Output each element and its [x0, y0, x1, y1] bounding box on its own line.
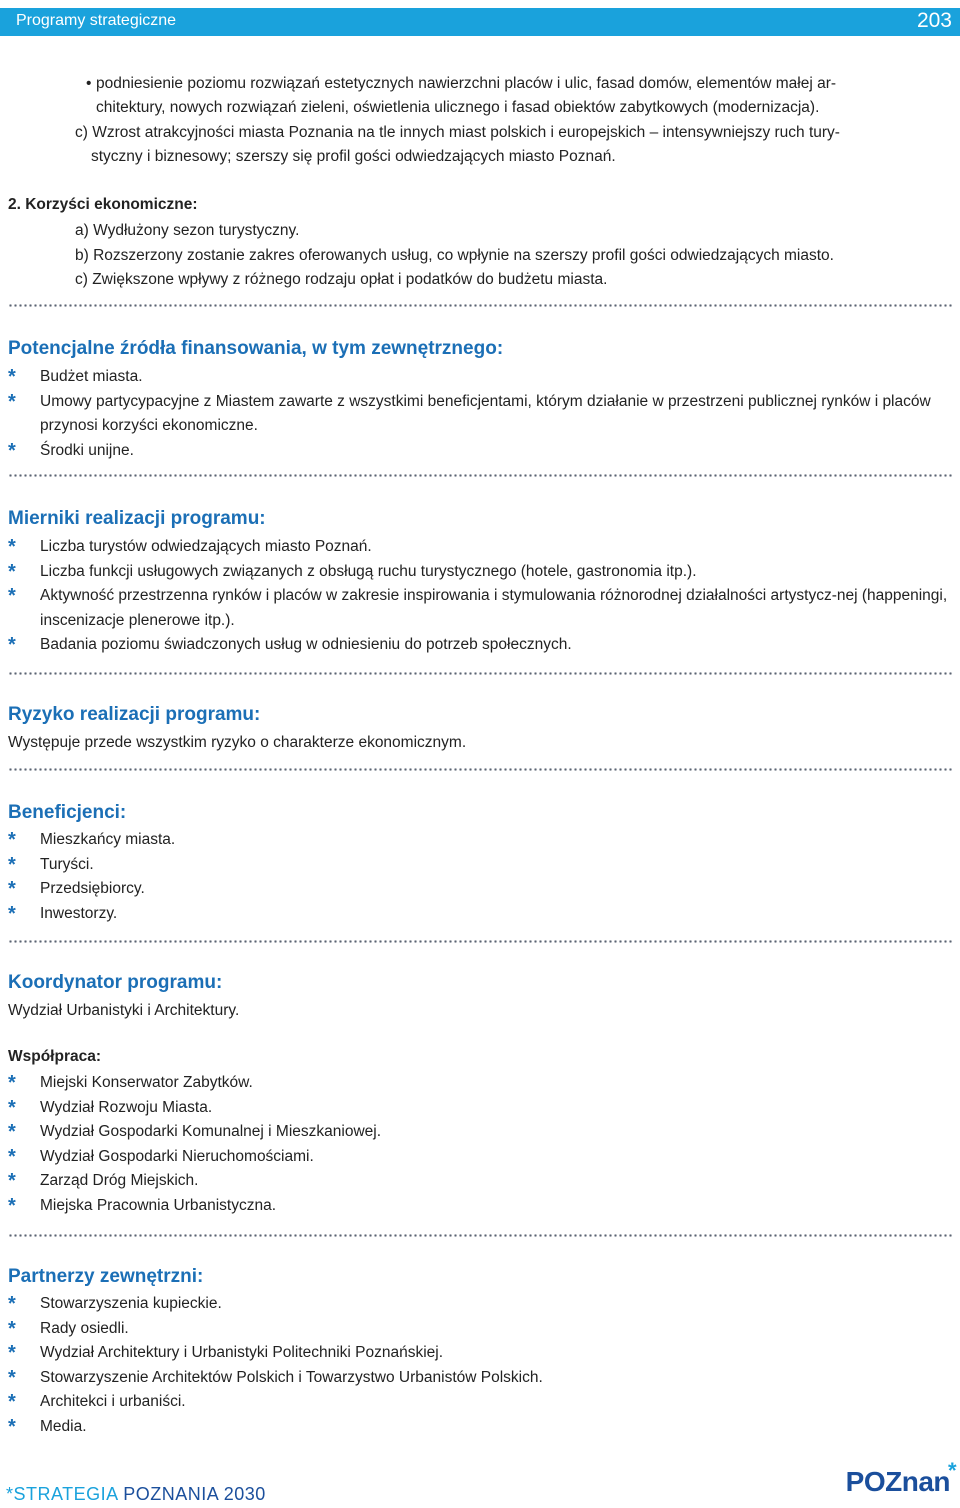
list-item: * Inwestorzy. — [8, 902, 118, 925]
measures-list — [8, 535, 954, 658]
list-item: * Wydział Gospodarki Komunalnej i Mieszkaniowej. — [8, 1121, 382, 1143]
list-item: * Budżet miasta. — [8, 366, 143, 388]
asterisk-icon: * — [8, 1121, 16, 1143]
economic-benefit-c: c) Zwiększone wpływy z różnego rodzaju opłat i podatków do budżetu miasta. — [75, 271, 608, 288]
intro-bullet-line-1: podniesienie poziomu rozwiązań estetycznych nawierzchni placów i ulic, fasad domów, elementów małej ar- — [96, 75, 837, 92]
asterisk-icon: * — [8, 1366, 16, 1389]
section-divider — [8, 672, 952, 675]
intro-c-line-2: styczny i biznesowy; szerszy się profil gości odwiedzających miasto Poznań. — [91, 148, 616, 165]
section-divider — [8, 768, 952, 771]
asterisk-icon: * — [8, 902, 16, 925]
asterisk-icon: * — [8, 1170, 16, 1192]
cooperation-list — [8, 1071, 954, 1218]
economic-benefit-b: b) Rozszerzony zostanie zakres oferowanych usług, co wpłynie na szerszy profil gości odwiedzających miasto. — [75, 247, 834, 264]
economic-benefit-a: a) Wydłużony sezon turystyczny. — [75, 222, 300, 239]
list-item: * Stowarzyszenie Architektów Polskich i Towarzystwo Urbanistów Polskich. — [8, 1366, 543, 1389]
asterisk-icon: * — [8, 853, 16, 876]
asterisk-icon: * — [8, 560, 16, 583]
asterisk-icon: * — [8, 439, 16, 462]
section-divider — [8, 474, 952, 477]
list-item: * Media. — [8, 1415, 87, 1438]
list-item: * Liczba turystów odwiedzających miasto Poznań. — [8, 536, 372, 558]
page-number: 203 — [916, 9, 952, 32]
list-item: * Turyści. — [8, 853, 94, 876]
asterisk-icon: * — [947, 1458, 956, 1483]
list-item: * Wydział Gospodarki Nieruchomościami. — [8, 1145, 314, 1168]
intro-bullet-line-2: chitektury, nowych rozwiązań zieleni, oświetlenia ulicznego i fasad obiektów zabytkowych (modernizacja). — [96, 99, 820, 116]
list-item: * Przedsiębiorcy. — [8, 878, 145, 900]
section-divider — [8, 1234, 952, 1237]
list-item: * Wydział Rozwoju Miasta. — [8, 1096, 213, 1119]
asterisk-icon: * — [8, 366, 16, 388]
strategy-footer: *STRATEGIA POZNANIA 2030 — [6, 1484, 266, 1504]
funding-list — [8, 365, 954, 463]
asterisk-icon: * — [8, 829, 16, 851]
poznan-logo: POZnan * — [845, 1458, 956, 1497]
list-item: * Architekci i urbaniści. — [8, 1391, 186, 1413]
partners-list — [8, 1292, 954, 1439]
cooperation-title: Współpraca: — [8, 1048, 102, 1065]
list-item: * Stowarzyszenia kupieckie. — [8, 1293, 222, 1315]
partners-heading: Partnerzy zewnętrzni: — [8, 1266, 204, 1287]
beneficiaries-list — [8, 828, 954, 926]
asterisk-icon: * — [8, 536, 16, 558]
asterisk-icon: * — [8, 1096, 16, 1119]
section-title: Programy strategiczne — [16, 12, 177, 29]
risk-text: Występuje przede wszystkim ryzyko o charakterze ekonomicznym. — [8, 734, 467, 751]
asterisk-icon: * — [8, 1072, 16, 1094]
asterisk-icon: * — [8, 634, 16, 656]
list-item: * Liczba funkcji usługowych związanych z obsługą ruchu turystycznego (hotele, gastronomia itp.). — [8, 560, 697, 583]
list-item: * Miejska Pracownia Urbanistyczna. — [8, 1194, 277, 1217]
measures-heading: Mierniki realizacji programu: — [8, 508, 266, 529]
asterisk-icon: * — [8, 878, 16, 900]
list-item: * Badania poziomu świadczonych usług w odniesieniu do potrzeb społecznych. — [8, 634, 572, 656]
list-item: * Wydział Architektury i Urbanistyki Politechniki Poznańskiej. — [8, 1342, 444, 1364]
intro-c-line-1: c) Wzrost atrakcyjności miasta Poznania na tle innych miast polskich i europejskich – intensywniejszy ruch tury- — [75, 124, 840, 141]
funding-heading: Potencjalne źródła finansowania, w tym zewnętrznego: — [8, 338, 504, 359]
asterisk-icon: * — [8, 1342, 16, 1364]
asterisk-icon: * — [8, 1293, 16, 1315]
asterisk-icon: * — [8, 1415, 16, 1438]
list-item: * Rady osiedli. — [8, 1317, 129, 1340]
asterisk-icon: * — [8, 1194, 16, 1217]
coordinator-heading: Koordynator programu: — [8, 972, 223, 993]
list-item: * Umowy partycypacyjne z Miastem zawarte z wszystkimi beneficjentami, którym działanie w przestrzeni publicznej rynków i placów przynosi korzyści ekonomiczne. — [8, 390, 931, 434]
list-item: * Środki unijne. — [8, 439, 134, 462]
economic-benefits-title: 2. Korzyści ekonomiczne: — [8, 196, 198, 213]
list-item: * Miejski Konserwator Zabytków. — [8, 1072, 253, 1094]
asterisk-icon: * — [8, 1391, 16, 1413]
asterisk-icon: * — [8, 1317, 16, 1340]
header-bar — [0, 8, 960, 36]
intro-bullet-symbol: • — [86, 75, 92, 92]
coordinator-text: Wydział Urbanistyki i Architektury. — [8, 1002, 240, 1019]
list-item: * Aktywność przestrzenna rynków i placów w zakresie inspirowania i stymulowania różnorodnej działalności artystycz-nej (happeningi, inscenizacje plenerowe itp.). — [8, 585, 948, 629]
list-item: * Mieszkańcy miasta. — [8, 829, 176, 851]
list-item: * Zarząd Dróg Miejskich. — [8, 1170, 199, 1192]
asterisk-icon: * — [8, 1145, 16, 1168]
section-divider — [8, 940, 952, 943]
section-divider — [8, 304, 952, 307]
beneficiaries-heading: Beneficjenci: — [8, 802, 127, 823]
asterisk-icon: * — [8, 585, 16, 607]
risk-heading: Ryzyko realizacji programu: — [8, 704, 261, 725]
asterisk-icon: * — [8, 390, 16, 413]
